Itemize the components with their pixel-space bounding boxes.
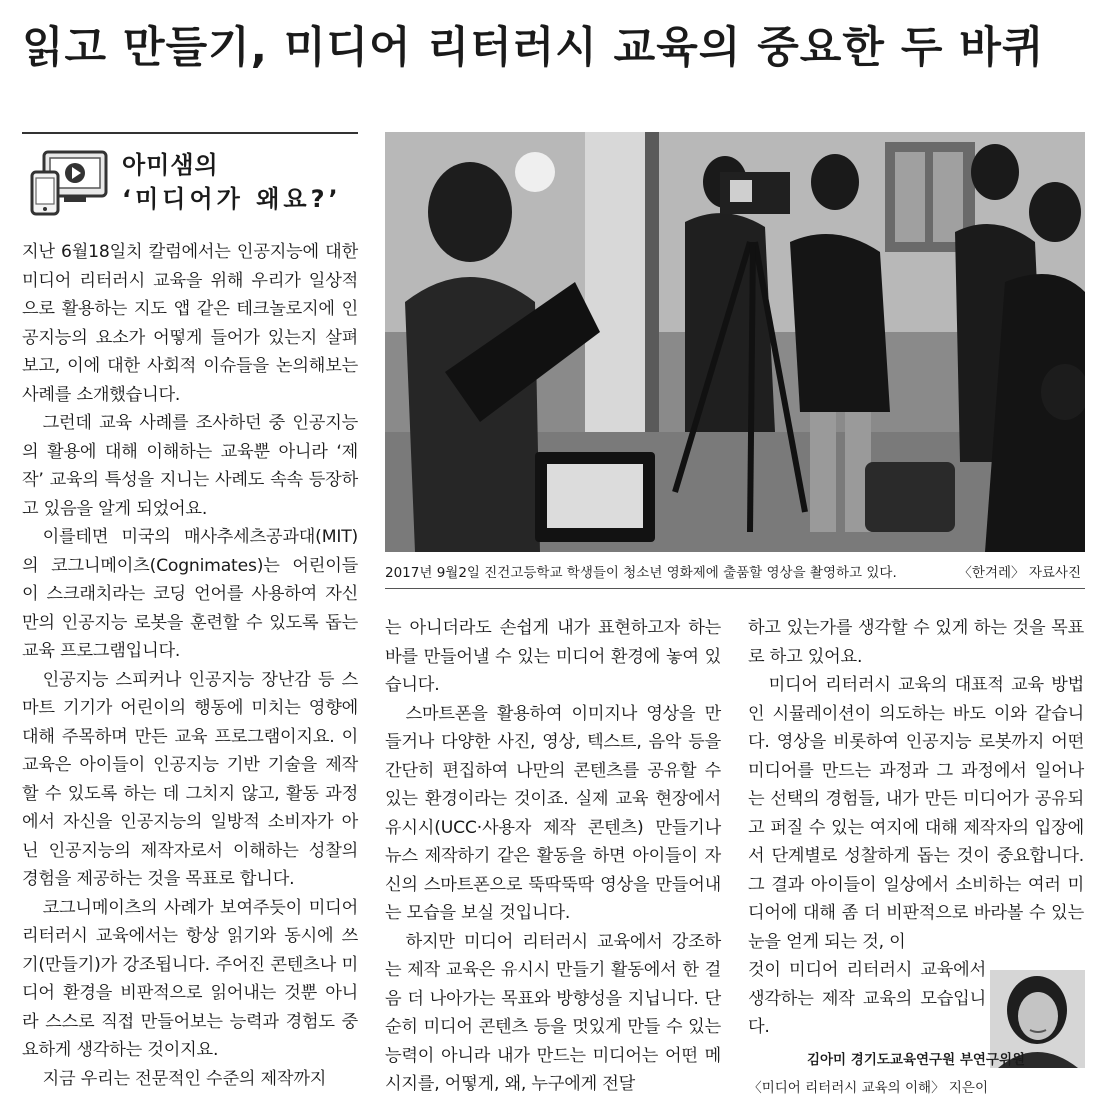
paragraph: 스마트폰을 활용하여 이미지나 영상을 만들거나 다양한 사진, 영상, 텍스트, 음악 등을 간단히 편집하여 나만의 콘텐츠를 공유할 수 있는 환경이라는 것이죠. 실제 교육 현장에서 유시시(UCC·사용자 제작 콘텐츠) 만들기나 뉴스 제작하기 같은 활동을 하면 아이들이 자신의 스마트폰으로 뚝딱뚝딱 영상을 만들어내는 모습을 보실 것입니다. [385, 703, 721, 923]
paragraph: 는 아니더라도 손쉽게 내가 표현하고자 하는 바를 만들어낼 수 있는 미디어 환경에 놓여 있습니다. [385, 618, 721, 695]
article-column-2 [385, 614, 721, 1099]
caption-text: 2017년 9월2일 진건고등학교 학생들이 청소년 영화제에 출품할 영상을 촬영하고 있다. [385, 565, 897, 581]
author-book: 〈미디어 리터러시 교육의 이해〉 지은이 [748, 1080, 988, 1096]
series-title: 아미샘의 [122, 151, 219, 179]
paragraph: 그런데 교육 사례를 조사하던 중 인공지능의 활용에 대해 이해하는 교육뿐 아니라 ‘제작’ 교육의 특성을 지니는 사례도 속속 등장하고 있음을 알게 되었어요. [22, 413, 358, 519]
photo-credit: 〈한겨레〉 자료사진 [958, 565, 1081, 581]
paragraph: 하지만 미디어 리터러시 교육에서 강조하는 제작 교육은 유시시 만들기 활동에서 한 걸음 더 나아가는 목표와 방향성을 지닙니다. 단순히 미디어 콘텐츠 등을 멋있게 만들 수 있는 능력이 아니라 내가 만드는 미디어는 어떤 메시지를, 어떻게, 왜, 누구에게 전달 [385, 931, 721, 1094]
headline: 읽고 만들기, 미디어 리터러시 교육의 중요한 두 바퀴 [22, 23, 1045, 73]
paragraph: 코그니메이츠의 사례가 보여주듯이 미디어 리터러시 교육에서는 항상 읽기와 동시에 쓰기(만들기)가 강조됩니다. 주어진 콘텐츠나 미디어 환경을 비판적으로 읽어내는 것뿐 아니라 스스로 직접 만들어보는 능력과 경험도 중요하게 생각하는 것이지요. [22, 897, 358, 1060]
paragraph: 인공지능 스피커나 인공지능 장난감 등 스마트 기기가 어린이의 행동에 미치는 영향에 대해 주목하며 만든 교육 프로그램이지요. 이 교육은 아이들이 인공지능 기반 기술을 제작할 수 있도록 하는 데 그치지 않고, 활동 과정에서 자신을 인공지능의 일방적 소비자가 아닌 인공지능의 제작자로서 이해하는 성찰의 경험을 제공하는 것을 목표로 합니다. [22, 669, 358, 889]
paragraph: 이를테면 미국의 매사추세츠공과대(MIT)의 코그니메이츠(Cognimates)는 어린이들이 스크래치라는 코딩 언어를 사용하여 자신만의 인공지능 로봇을 훈련할 수 있도록 돕는 교육 프로그램입니다. [22, 527, 358, 661]
article-photo [385, 132, 1085, 552]
series-subtitle: ‘미디어가 왜요?’ [122, 185, 342, 213]
author-byline: 김아미 경기도교육연구원 부연구위원 [806, 1052, 1026, 1068]
photo-caption [385, 558, 1085, 589]
article-column-1 [22, 238, 358, 1093]
paragraph: 지난 6월18일치 칼럼에서는 인공지능에 대한 미디어 리터러시 교육을 위해 우리가 일상적으로 활용하는 지도 앱 같은 테크놀로지에 인공지능의 요소가 어떻게 들어가 있는지 살펴보고, 이에 대한 사회적 이슈들을 논의해보는 사례를 소개했습니다. [22, 242, 358, 405]
media-devices-icon [30, 146, 110, 218]
paragraph: 지금 우리는 전문적인 수준의 제작까지 [42, 1068, 327, 1089]
series-badge [22, 132, 358, 226]
paragraph: 하고 있는가를 생각할 수 있게 하는 것을 목표로 하고 있어요. [748, 618, 1084, 667]
paragraph: 것이 미디어 리터러시 교육에서 생각하는 제작 교육의 모습입니다. [748, 960, 986, 1037]
paragraph: 미디어 리터러시 교육의 대표적 교육 방법인 시뮬레이션이 의도하는 바도 이와 같습니다. 영상을 비롯하여 인공지능 로봇까지 어떤 미디어를 만드는 과정과 그 과정에서 일어나는 선택의 경험들, 내가 만든 미디어가 공유되고 퍼질 수 있는 여지에 대해 제작자의 입장에서 단계별로 성찰하게 돕는 것이 중요합니다. 그 결과 아이들이 일상에서 소비하는 여러 미디어에 대해 좀 더 비판적으로 바라볼 수 있는 눈을 얻게 되는 것, 이 [748, 675, 1084, 952]
